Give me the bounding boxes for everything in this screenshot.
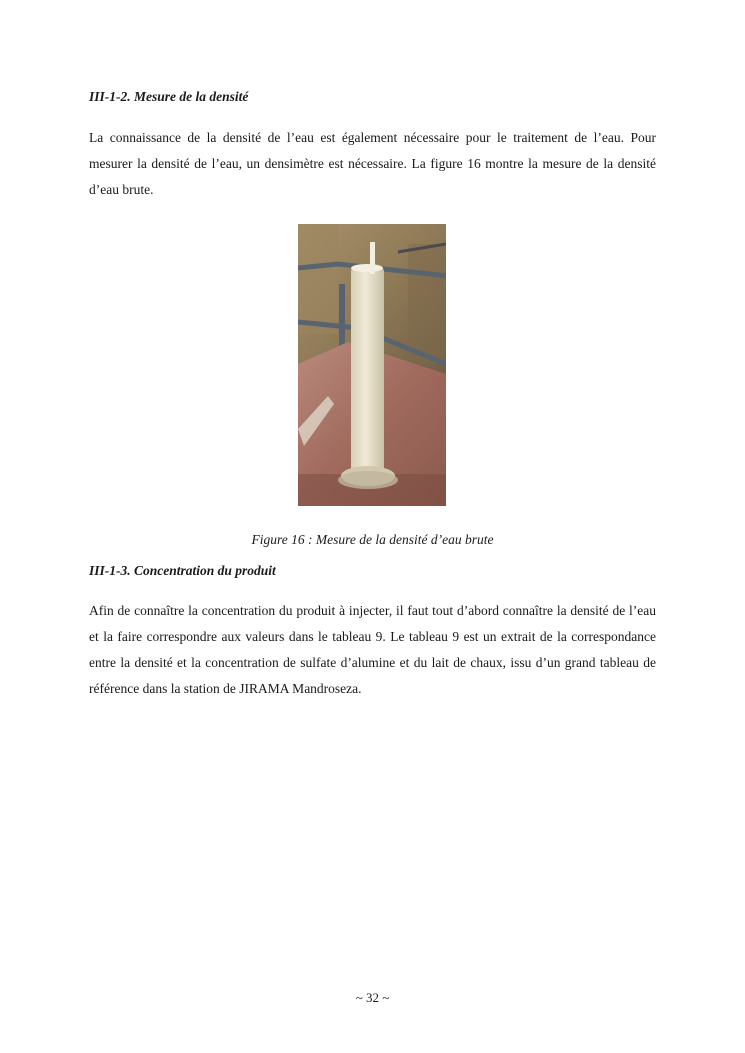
page-number: ~ 32 ~ (355, 990, 390, 1005)
paragraph-concentration: Afin de connaître la concentration du produit à injecter, il faut tout d’abord connaître la densité de l’eau et la faire correspondre aux valeurs dans le tableau 9. Le tableau 9 est un extrait de la correspondance entre la densité et la concentration de sulfate d’alumine et du lait de chaux, issu d’un grand tableau de référence dans la station de JIRAMA Mandroseza. (89, 603, 656, 696)
figure-hydrometer-photo (298, 224, 446, 506)
paragraph-density: La connaissance de la densité de l’eau est également nécessaire pour le traitement de l’eau. Pour mesurer la densité de l’eau, un densimètre est nécessaire. La figure 16 montre la mesure de la densité d’eau brute. (89, 130, 656, 197)
section-heading-density: III-1-2. Mesure de la densité (89, 89, 249, 104)
section-heading-concentration: III-1-3. Concentration du produit (89, 563, 276, 578)
hydrometer-photo-image (298, 224, 446, 506)
figure-caption: Figure 16 : Mesure de la densité d’eau brute (251, 532, 494, 547)
